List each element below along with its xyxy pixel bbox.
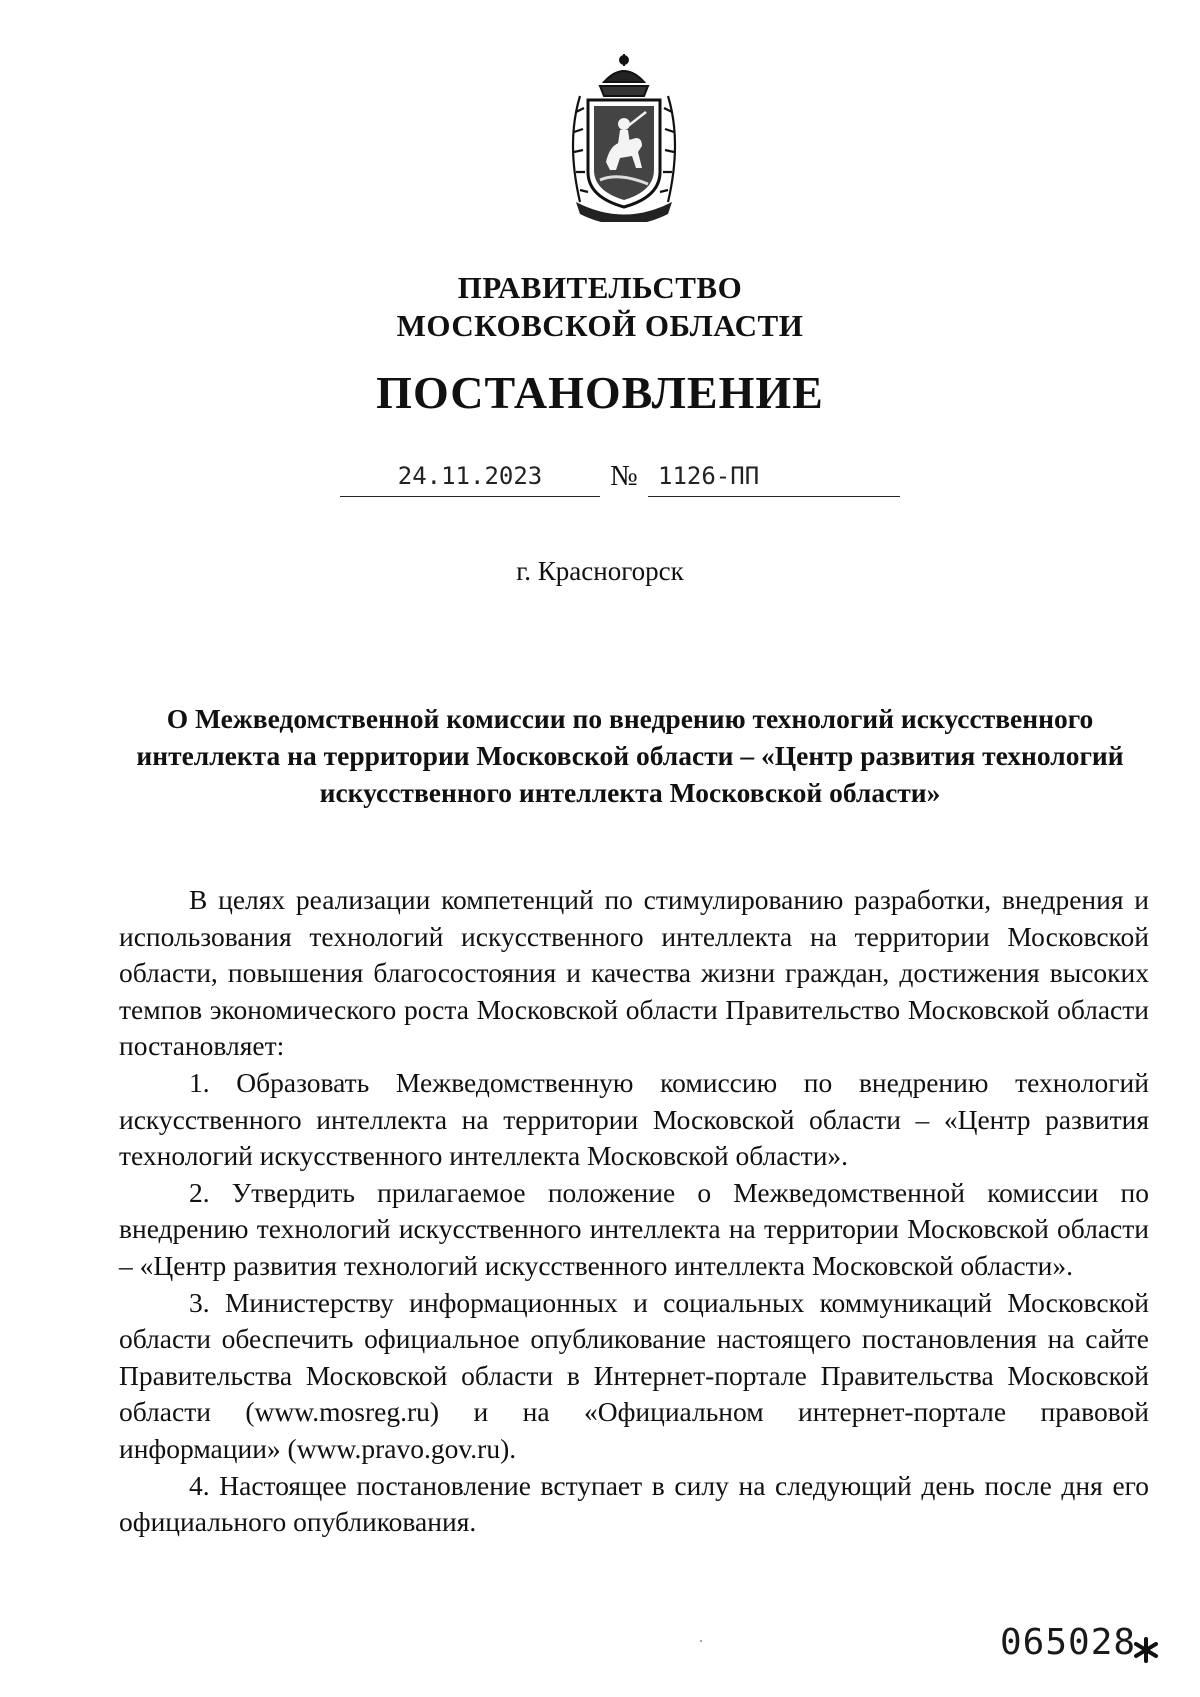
city: г. Красногорск bbox=[516, 556, 684, 586]
document-title: О Межведомственной комиссии по внедрению технологий искусственного интеллекта на территории Московской области – «Центр развития технологий искусственного интеллекта Московской области» bbox=[136, 703, 1124, 808]
coat-of-arms-icon bbox=[558, 52, 690, 222]
clause-3: 3. Министерству информационных и социальных коммуникаций Московской области обеспечить официальное опубликование настоящего постановления на сайте Правительства Московской области в Интернет-портале Правительства Московской области (www.mosreg.ru) и на «Официальном интернет-портале правовой информации» (www.pravo.gov.ru). bbox=[119, 1286, 1149, 1464]
document-body bbox=[119, 882, 1149, 1541]
clause-2: 2. Утвердить прилагаемое положение о Межведомственной комиссии по внедрению технологий искусственного интеллекта на территории Московской области – «Центр развития технологий искусственного интеллекта Московской области». bbox=[119, 1176, 1149, 1281]
preamble-paragraph: В целях реализации компетенций по стимулированию разработки, внедрения и использования технологий искусственного интеллекта на территории Московской области, повышения благосостояния и качества жизни граждан, достижения высоких темпов экономического роста Московской области Правительство Московской области постановляет: bbox=[119, 884, 1149, 1062]
clause-1: 1. Образовать Межведомственную комиссию по внедрению технологий искусственного интеллекта на территории Московской области – «Центр развития технологий искусственного интеллекта Московской области». bbox=[119, 1066, 1149, 1172]
document-type: ПОСТАНОВЛЕНИЕ bbox=[376, 367, 824, 418]
scan-speck bbox=[700, 1640, 702, 1642]
asterisk-mark-icon bbox=[1132, 1636, 1160, 1664]
org-name-line2: МОСКОВСКОЙ ОБЛАСТИ bbox=[396, 308, 804, 343]
clause-4: 4. Настоящее постановление вступает в силу на следующий день после дня его официального опубликования. bbox=[119, 1469, 1149, 1538]
number-sign: № bbox=[610, 460, 638, 492]
document-date: 24.11.2023 bbox=[397, 462, 543, 490]
serial-number: 065028 bbox=[1000, 1622, 1137, 1663]
document-number: 1126-ПП bbox=[658, 462, 760, 490]
org-name-line1: ПРАВИТЕЛЬСТВО bbox=[457, 270, 743, 305]
registration-line bbox=[340, 460, 900, 500]
